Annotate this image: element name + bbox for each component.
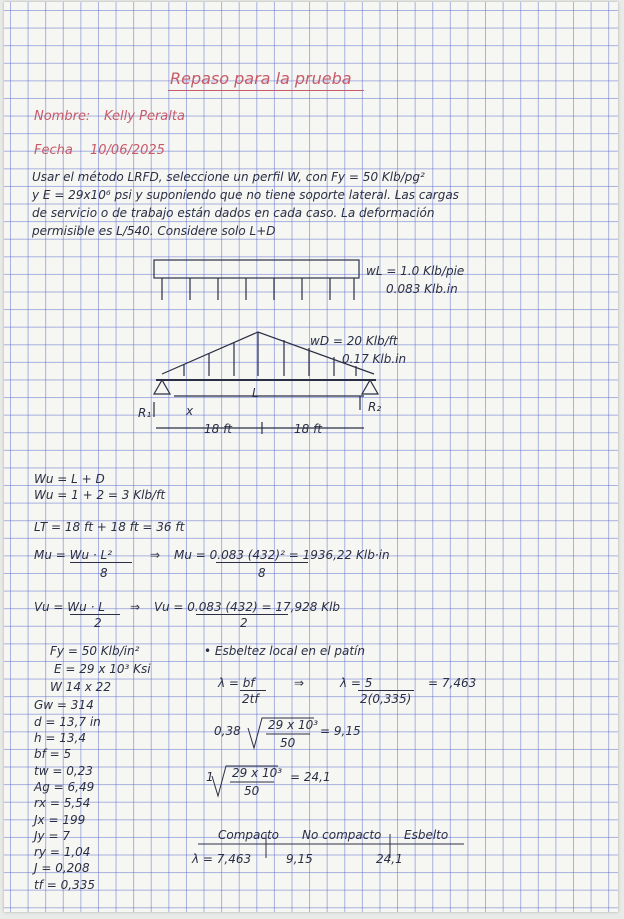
shear-implies: ⇒ (130, 600, 141, 614)
prop-jy: Jy = 7 (34, 829, 70, 843)
moment-formula-denominator: 8 (100, 566, 108, 580)
prop-jx: Jx = 199 (34, 813, 86, 827)
shear-result-denominator: 2 (240, 616, 248, 630)
lambda-substituted: λ = 5 (340, 676, 373, 690)
lr-denominator: 50 (244, 784, 260, 798)
moment-implies: ⇒ (150, 548, 161, 562)
live-load-conversion: 0.083 Klb.in (386, 282, 458, 296)
wu-formula: Wu = L + D (34, 472, 105, 486)
class-lr-value: 24,1 (376, 852, 403, 866)
name-label: Nombre: (34, 109, 91, 124)
prop-ry: ry = 1,04 (34, 845, 91, 859)
live-load-label: wL = 1.0 Klb/pie (366, 264, 465, 278)
problem-line-3: de servicio o de trabajo están dados en cada caso. La deformación (32, 206, 435, 220)
span-left-label: 18 ft (204, 422, 233, 436)
lambda-result: = 7,463 (428, 676, 477, 690)
prop-e: E = 29 x 10³ Ksi (54, 662, 151, 676)
lp-numerator: 29 x 10³ (268, 718, 319, 732)
lr-coefficient: 1 (206, 770, 214, 784)
class-lambda-value: λ = 7,463 (192, 852, 252, 866)
prop-gw: Gw = 314 (34, 698, 94, 712)
lp-denominator: 50 (280, 736, 296, 750)
prop-bf: bf = 5 (34, 747, 72, 761)
moment-formula: Mu = Wu · L² (34, 548, 113, 562)
prop-section: W 14 x 22 (50, 680, 111, 694)
class-noncompact: No compacto (302, 828, 382, 842)
prop-rx: rx = 5,54 (34, 796, 91, 810)
lambda-implies: ⇒ (294, 676, 305, 690)
shear-formula-denominator: 2 (94, 616, 102, 630)
prop-tw: tw = 0,23 (34, 764, 93, 778)
r2-label: R₂ (368, 400, 382, 414)
prop-h: h = 13,4 (34, 731, 87, 745)
prop-fy: Fy = 50 Klb/in² (50, 644, 140, 658)
slenderness-heading: • Esbeltez local en el patín (204, 644, 365, 658)
page-title: Repaso para la prueba (170, 69, 352, 88)
prop-ag: Ag = 6,49 (34, 780, 95, 794)
prop-j: J = 0,208 (34, 861, 90, 875)
lp-result: = 9,15 (320, 724, 361, 738)
x-label: x (186, 404, 194, 418)
prop-tf: tf = 0,335 (34, 878, 95, 892)
shear-formula: Vu = Wu · L (34, 600, 105, 614)
shear-result: Vu = 0.083 (432) = 17,928 Klb (154, 600, 341, 614)
length-label: L (252, 386, 259, 400)
class-compact: Compacto (218, 828, 280, 842)
prop-d: d = 13,7 in (34, 715, 101, 729)
span-right-label: 18 ft (294, 422, 323, 436)
class-lp-value: 9,15 (286, 852, 313, 866)
moment-result: Mu = 0.083 (432)² = 1936,22 Klb·in (174, 548, 390, 562)
lp-coefficient: 0,38 (214, 724, 241, 738)
total-length: LT = 18 ft + 18 ft = 36 ft (34, 520, 185, 534)
dead-load-conversion: 0.17 Klb.in (342, 352, 407, 366)
moment-result-denominator: 8 (258, 566, 266, 580)
name-value: Kelly Peralta (104, 109, 185, 124)
lr-numerator: 29 x 10³ (232, 766, 283, 780)
date-value: 10/06/2025 (90, 143, 165, 158)
dead-load-label: wD = 20 Klb/ft (310, 334, 398, 348)
date-label: Fecha (34, 143, 73, 158)
problem-line-1: Usar el método LRFD, seleccione un perfil W, con Fy = 50 Klb/pg² (32, 170, 425, 184)
problem-line-2: y E = 29x10⁶ psi y suponiendo que no tiene soporte lateral. Las cargas (32, 188, 459, 202)
lambda-formula-denominator: 2tf (242, 692, 259, 706)
lambda-formula: λ = bf (218, 676, 255, 690)
notebook-page (4, 2, 618, 912)
r1-label: R₁ (138, 406, 152, 420)
wu-value: Wu = 1 + 2 = 3 Klb/ft (34, 488, 166, 502)
lr-result: = 24,1 (290, 770, 331, 784)
problem-line-4: permisible es L/540. Considere solo L+D (32, 224, 276, 238)
lambda-substituted-denominator: 2(0,335) (360, 692, 412, 706)
class-slender: Esbelto (404, 828, 449, 842)
